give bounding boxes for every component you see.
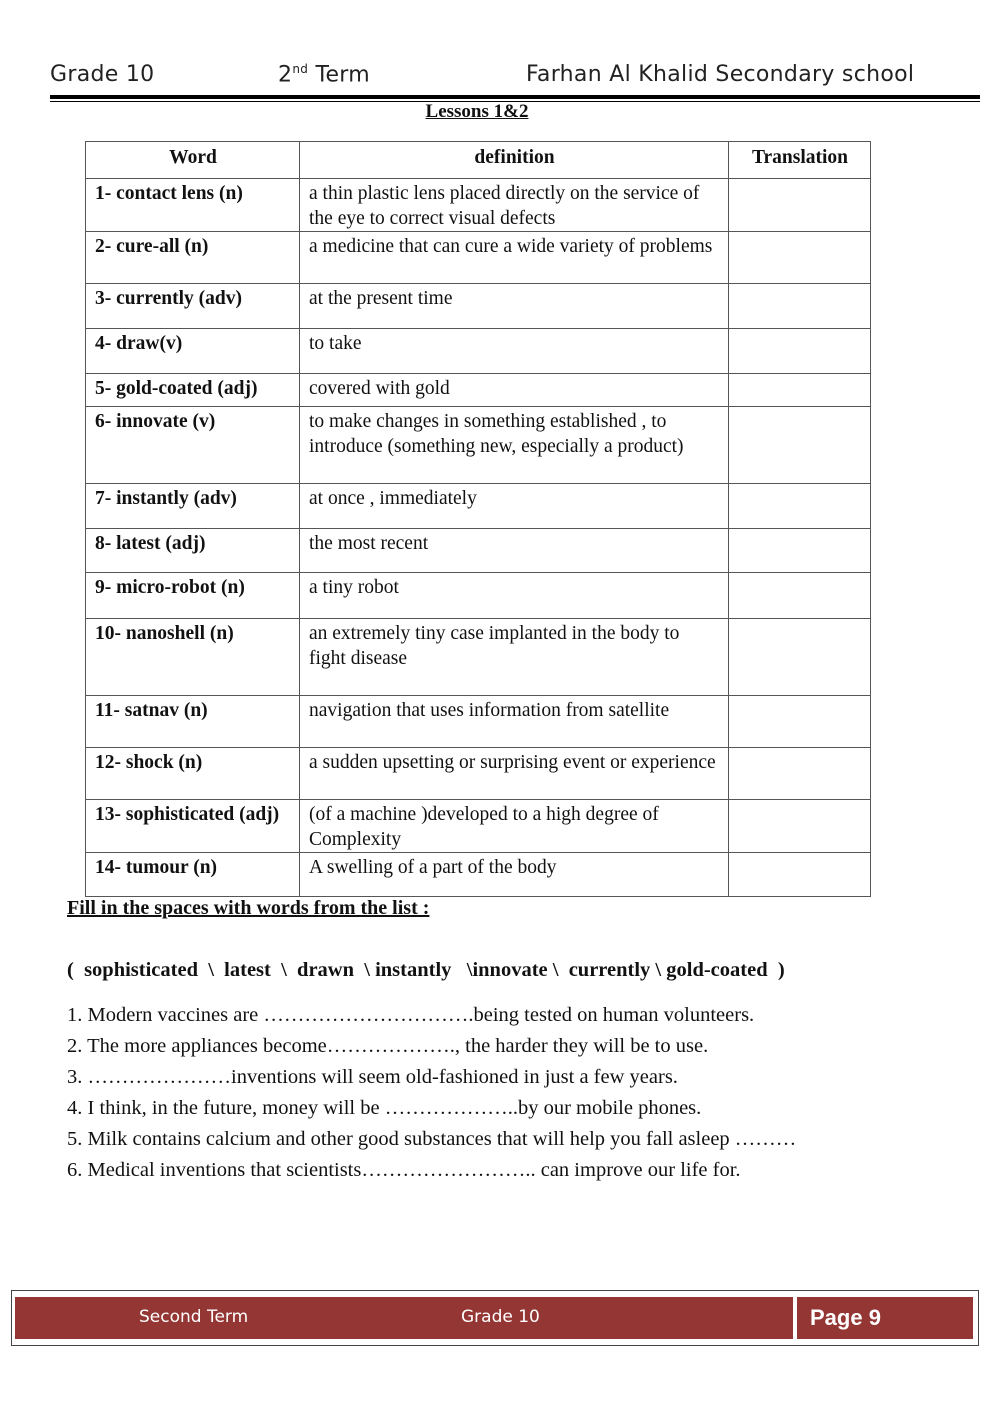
footer-page-box [797, 1297, 973, 1339]
header-grade: Grade 10 [50, 62, 155, 87]
sentence-item: 3. …………………inventions will seem old-fashioned in just a few years. [67, 1066, 678, 1088]
definition-cell: covered with gold [300, 374, 729, 407]
definition-cell: a sudden upsetting or surprising event or experience [300, 748, 729, 800]
translation-cell[interactable] [729, 619, 871, 696]
table-row [86, 179, 871, 232]
table-header-row [86, 142, 871, 179]
table-row [86, 529, 871, 573]
table-row [86, 484, 871, 529]
table-row [86, 374, 871, 407]
word-cell: 5- gold-coated (adj) [86, 374, 300, 407]
definition-cell: an extremely tiny case implanted in the body to fight disease [300, 619, 729, 696]
sentence-item: 2. The more appliances become………………., the harder they will be to use. [67, 1035, 709, 1057]
exercise-sentences [67, 1000, 796, 1186]
footer-grade: Grade 10 [461, 1307, 540, 1327]
definition-cell: A swelling of a part of the body [300, 853, 729, 897]
translation-cell[interactable] [729, 484, 871, 529]
translation-cell[interactable] [729, 529, 871, 573]
definition-cell: a thin plastic lens placed directly on the service of the eye to correct visual defects [300, 179, 729, 232]
word-list: ( sophisticated \ latest \ drawn \ instantly \innovate \ currently \ gold-coated ) [67, 959, 785, 981]
translation-cell[interactable] [729, 374, 871, 407]
definition-cell: at once , immediately [300, 484, 729, 529]
page-number: Page 9 [810, 1305, 881, 1330]
translation-cell[interactable] [729, 232, 871, 284]
table-row [86, 232, 871, 284]
table-row [86, 619, 871, 696]
definition-cell: a medicine that can cure a wide variety of problems [300, 232, 729, 284]
lessons-title: Lessons 1&2 [425, 101, 529, 122]
table-row [86, 573, 871, 619]
table-row [86, 284, 871, 329]
definition-cell: a tiny robot [300, 573, 729, 619]
header-translation: Translation [729, 142, 871, 179]
header-rule-thick [50, 95, 980, 99]
translation-cell[interactable] [729, 748, 871, 800]
definition-cell: to take [300, 329, 729, 374]
translation-cell[interactable] [729, 853, 871, 897]
sentence-item: 5. Milk contains calcium and other good substances that will help you fall asleep ……… [67, 1128, 797, 1150]
header-definition: definition [300, 142, 729, 179]
exercise-title: Fill in the spaces with words from the list : [67, 897, 430, 919]
translation-cell[interactable] [729, 696, 871, 748]
table-row [86, 853, 871, 897]
definition-cell: at the present time [300, 284, 729, 329]
word-cell: 7- instantly (adv) [86, 484, 300, 529]
word-cell: 8- latest (adj) [86, 529, 300, 573]
footer-term: Second Term [139, 1307, 249, 1327]
header-word: Word [86, 142, 300, 179]
header-term-num: 2 [278, 62, 293, 88]
word-cell: 4- draw(v) [86, 329, 300, 374]
header-term [278, 62, 370, 87]
header-school: Farhan Al Khalid Secondary school [526, 62, 915, 87]
vocabulary-table [85, 141, 871, 897]
word-cell: 13- sophisticated (adj) [86, 800, 300, 853]
header-term-word: Term [315, 62, 370, 88]
word-cell: 6- innovate (v) [86, 407, 300, 484]
definition-cell: the most recent [300, 529, 729, 573]
definition-cell: to make changes in something established , to introduce (something new, especially a product) [300, 407, 729, 484]
translation-cell[interactable] [729, 573, 871, 619]
word-cell: 10- nanoshell (n) [86, 619, 300, 696]
word-cell: 12- shock (n) [86, 748, 300, 800]
table-row [86, 696, 871, 748]
word-cell: 3- currently (adv) [86, 284, 300, 329]
word-cell: 2- cure-all (n) [86, 232, 300, 284]
sentence-item: 1. Modern vaccines are ………………………….being tested on human volunteers. [67, 1004, 755, 1026]
table-row [86, 800, 871, 853]
translation-cell[interactable] [729, 800, 871, 853]
translation-cell[interactable] [729, 407, 871, 484]
sentence-item: 6. Medical inventions that scientists…………………….. can improve our life for. [67, 1159, 741, 1181]
word-cell: 14- tumour (n) [86, 853, 300, 897]
header-term-sup: nd [292, 62, 309, 76]
word-cell: 11- satnav (n) [86, 696, 300, 748]
word-cell: 1- contact lens (n) [86, 179, 300, 232]
definition-cell: navigation that uses information from satellite [300, 696, 729, 748]
table-row [86, 407, 871, 484]
word-cell: 9- micro-robot (n) [86, 573, 300, 619]
translation-cell[interactable] [729, 179, 871, 232]
table-row [86, 329, 871, 374]
table-row [86, 748, 871, 800]
translation-cell[interactable] [729, 329, 871, 374]
footer-bar [15, 1297, 793, 1339]
translation-cell[interactable] [729, 284, 871, 329]
sentence-item: 4. I think, in the future, money will be ………………..by our mobile phones. [67, 1097, 702, 1119]
page-header [50, 62, 980, 94]
definition-cell: (of a machine )developed to a high degree of Complexity [300, 800, 729, 853]
